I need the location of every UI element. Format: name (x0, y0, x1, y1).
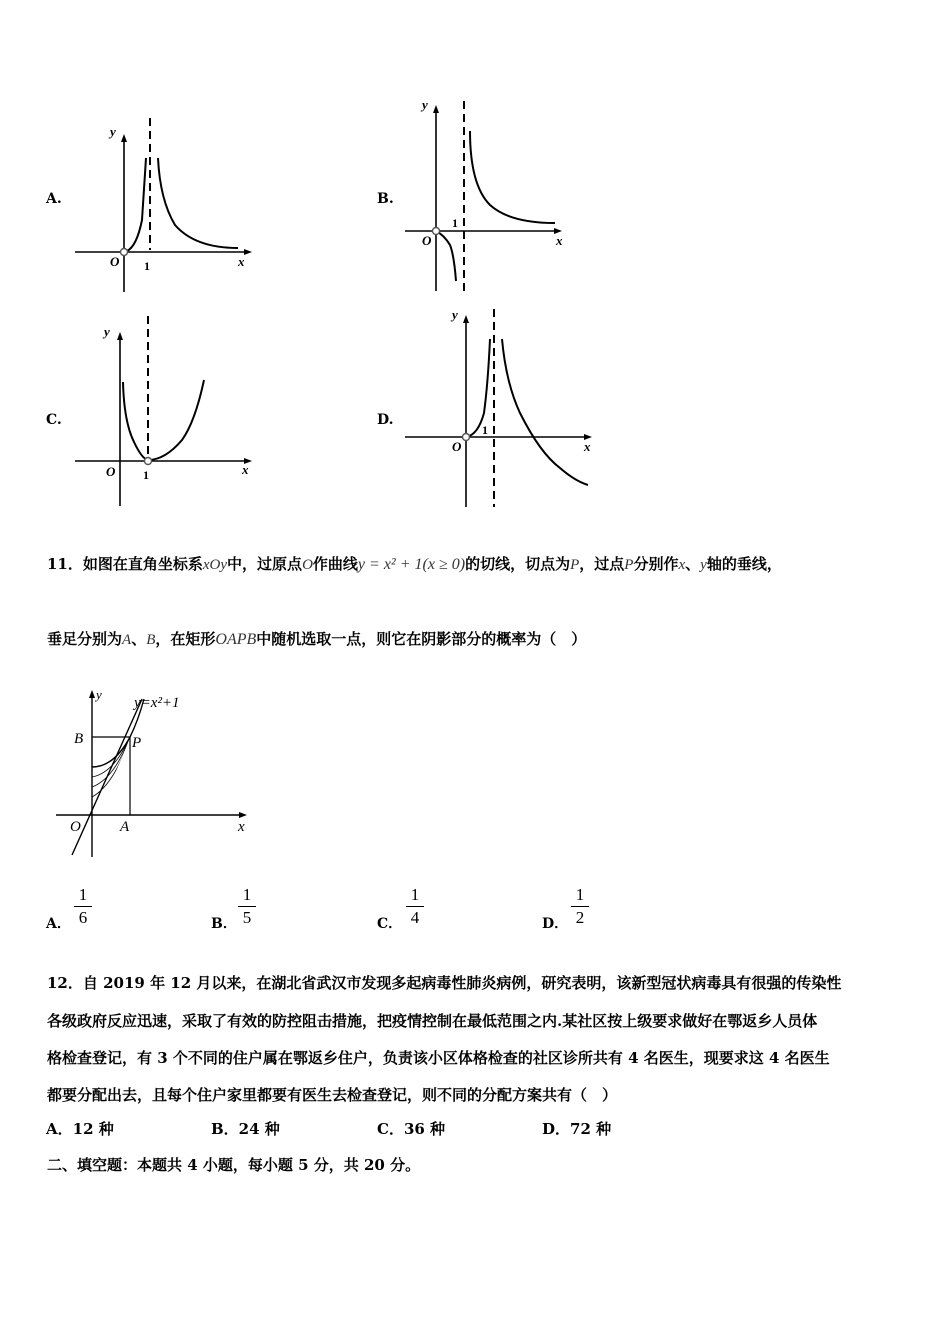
q11-fig-a: A (120, 819, 130, 835)
q11-text-12: 中随机选取一点，则它在阴影部分的概率为（ ） (256, 630, 587, 648)
graph-c-x-label: x (242, 462, 249, 477)
q11-choice-d-label: D． (542, 916, 569, 932)
q11-text-1: 如图在直角坐标系 (82, 555, 203, 573)
option-b-label: B. (377, 191, 394, 207)
q11-text-10: 、 (131, 630, 147, 648)
q11-math-p2: P (624, 557, 634, 573)
q12-choice-b: B．24 种 (211, 1120, 280, 1138)
graph-option-d (400, 303, 605, 513)
graph-a-origin: O (110, 254, 120, 269)
graph-c-origin: O (106, 464, 116, 479)
q12-line3: 格检查登记，有 3 个不同的住户属在鄂返乡住户，负责该小区体格检查的社区诊所共有 4 名医生，现要求这 4 名医生 (47, 1049, 830, 1067)
q12-choice-c: C．36 种 (377, 1120, 446, 1138)
q12-line4: 都要分配出去，且每个住户家里都要有医生去检查登记，则不同的分配方案共有（ ） (47, 1086, 618, 1104)
q11-text-8: 轴的垂线， (706, 555, 782, 573)
q11-math-curve: y = x² + 1(x ≥ 0) (357, 556, 466, 573)
q11-number: 11． (47, 555, 83, 573)
q11-choice-a-fraction (74, 885, 92, 928)
q11-text-2: 中，过原点 (227, 555, 303, 573)
q11-choice-a-num: 1 (78, 885, 88, 904)
q11-fig-p: P (132, 735, 142, 751)
q11-text-4: 的切线，切点为 (465, 555, 571, 573)
q11-choice-d-num: 1 (575, 885, 585, 904)
q12-choice-a: A．12 种 (46, 1120, 114, 1138)
q11-math-y: y (700, 557, 707, 573)
q11-choice-c-num: 1 (410, 885, 420, 904)
graph-a-x-label: x (238, 254, 245, 269)
q11-fig-y: y (96, 687, 102, 702)
graph-d-y-label: y (452, 307, 458, 322)
q11-math-oapb: OAPB (215, 631, 257, 648)
graph-b-origin: O (422, 233, 432, 248)
q12-line2: 各级政府反应迅速，采取了有效的防控阻击措施，把疫情控制在最低范围之内.某社区按上级要求做好在鄂返乡人员体 (47, 1012, 818, 1030)
option-c-label: C. (46, 412, 62, 428)
graph-a-one: 1 (144, 259, 150, 273)
q11-fig-b: B (74, 731, 84, 747)
option-d-label: D. (377, 412, 394, 428)
graph-c-one: 1 (143, 468, 149, 482)
q11-text-5: ，过点 (579, 555, 625, 573)
graph-d-origin: O (452, 439, 462, 454)
q11-math-x: x (678, 557, 686, 573)
q11-math-p: P (570, 557, 580, 573)
q11-math-a: A (122, 632, 132, 648)
q11-text-11: ，在矩形 (155, 630, 216, 648)
q12-line1: 12．自 2019 年 12 月以来，在湖北省武汉市发现多起病毒性肺炎病例，研究表明，该新型冠状病毒具有很强的传染性 (47, 974, 842, 992)
q11-choice-c-den: 4 (410, 908, 420, 927)
q11-math-b: B (146, 632, 156, 648)
q11-text-6: 分别作 (633, 555, 679, 573)
q11-choice-b-label: B． (211, 916, 237, 932)
q11-choice-a-label: A． (46, 916, 71, 932)
q11-choice-d-fraction (571, 885, 589, 928)
q11-choice-a-den: 6 (78, 908, 88, 927)
q11-line2 (47, 632, 586, 648)
q11-choice-c-fraction (406, 885, 424, 928)
graph-c-y-label: y (104, 324, 110, 339)
q11-fig-curve-label: y=x²+1 (134, 695, 180, 711)
graph-a-y-label: y (110, 124, 116, 139)
graph-option-b (400, 95, 575, 295)
q11-math-o: O (302, 557, 313, 573)
q11-text-7: 、 (685, 555, 701, 573)
q11-fig-o: O (70, 819, 81, 835)
q11-choice-b-num: 1 (242, 885, 252, 904)
q12-choice-d: D．72 种 (542, 1120, 612, 1138)
q11-text-3: 作曲线 (312, 555, 358, 573)
option-a-label: A. (46, 191, 62, 207)
section-2-heading: 二、填空题：本题共 4 小题，每小题 5 分，共 20 分。 (47, 1156, 421, 1174)
q11-math-xoy: xOy (202, 557, 228, 573)
q11-choice-b-den: 5 (242, 908, 252, 927)
graph-d-one: 1 (482, 423, 488, 437)
graph-option-c (70, 312, 260, 512)
q11-line1 (47, 557, 782, 573)
graph-b-x-label: x (556, 233, 563, 248)
graph-b-one: 1 (452, 216, 458, 230)
graph-d-x-label: x (584, 439, 591, 454)
graph-b-y-label: y (422, 97, 428, 112)
q11-choice-b-fraction (238, 885, 256, 928)
q11-fig-x: x (238, 819, 245, 835)
q11-choice-c-label: C． (377, 916, 403, 932)
q11-text-9: 垂足分别为 (47, 630, 123, 648)
q11-figure (52, 685, 262, 865)
q11-choice-d-den: 2 (575, 908, 585, 927)
graph-option-a (70, 110, 260, 300)
